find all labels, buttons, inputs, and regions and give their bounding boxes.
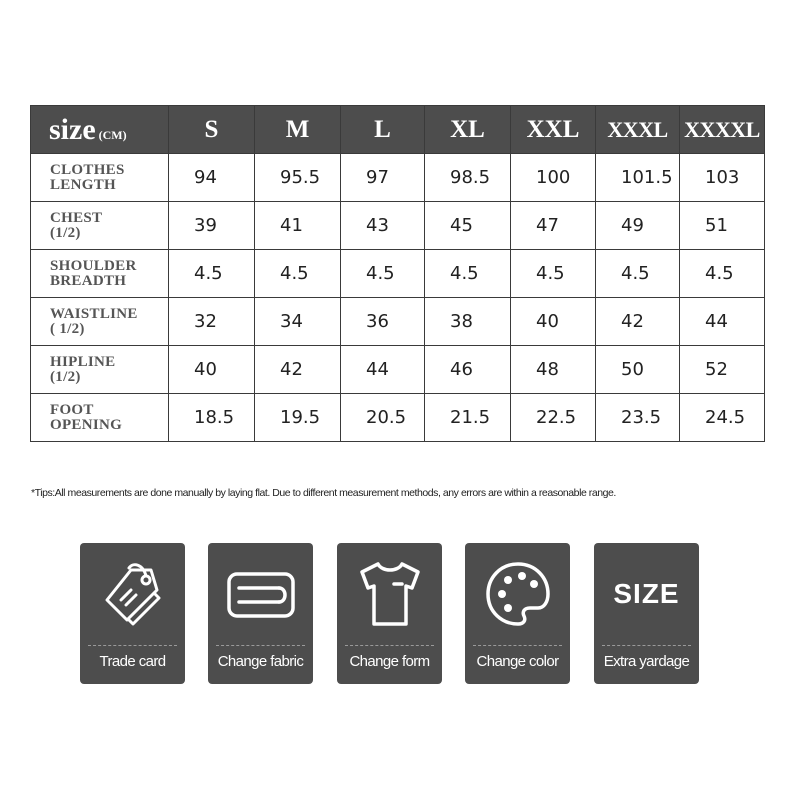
measurement-value: 94 [169,154,255,202]
measurement-value: 101.5 [596,154,680,202]
price-tag-icon [80,553,185,635]
measurement-value: 32 [169,298,255,346]
measurement-value: 18.5 [169,394,255,442]
palette-icon [465,553,570,635]
table-row [31,346,765,394]
card-divider [473,645,562,646]
measurement-value: 4.5 [341,250,425,298]
measurement-label-line1: HIPLINE [50,353,116,370]
table-row [31,298,765,346]
fabric-stack-icon [208,553,313,635]
measurement-value: 44 [680,298,765,346]
measurement-value: 22.5 [511,394,596,442]
tips-note: *Tips:All measurements are done manually by laying flat. Due to different measurement methods, any errors are within a reasonable range. [31,487,616,499]
measurement-value: 103 [680,154,765,202]
card-divider [602,645,691,646]
measurement-label [31,202,169,250]
measurement-value: 41 [255,202,341,250]
measurement-label-line1: CHEST [50,209,103,226]
card-divider [216,645,305,646]
measurement-value: 51 [680,202,765,250]
card-label-change-form: Change form [349,653,430,670]
measurement-value: 4.5 [255,250,341,298]
size-column-header: M [255,106,341,154]
size-column-header: S [169,106,255,154]
measurement-value: 100 [511,154,596,202]
measurement-label-line1: WAISTLINE [50,305,138,322]
change-color-card [465,543,570,684]
size-column-header: XXXL [596,106,680,154]
measurement-value: 50 [596,346,680,394]
measurement-value: 98.5 [425,154,511,202]
table-header-row [31,106,765,154]
size-column-header: XL [425,106,511,154]
measurement-label [31,394,169,442]
measurement-value: 38 [425,298,511,346]
measurement-value: 4.5 [680,250,765,298]
size-text-icon [594,553,699,635]
measurement-value: 45 [425,202,511,250]
trade-card-card [80,543,185,684]
measurement-value: 34 [255,298,341,346]
measurement-label-line1: FOOT [50,401,94,418]
measurement-label [31,250,169,298]
unit-label: (CM) [98,127,127,142]
size-unit-header [31,106,169,154]
measurement-value: 4.5 [596,250,680,298]
measurement-label-line1: CLOTHES [50,161,125,178]
table-row [31,202,765,250]
measurement-value: 97 [341,154,425,202]
measurement-value: 40 [511,298,596,346]
size-chart-table [30,105,765,442]
size-icon-text: SIZE [613,578,680,609]
card-label-trade-card: Trade card [99,653,166,670]
measurement-value: 4.5 [511,250,596,298]
measurement-value: 40 [169,346,255,394]
measurement-value: 42 [596,298,680,346]
measurement-label-line2: OPENING [50,416,123,433]
measurement-value: 24.5 [680,394,765,442]
measurement-label-line2: (1/2) [50,368,81,385]
measurement-value: 21.5 [425,394,511,442]
measurement-label-line2: BREADTH [50,272,127,289]
change-fabric-card [208,543,313,684]
measurement-label-line2: ( 1/2) [50,320,85,337]
measurement-value: 44 [341,346,425,394]
size-heading: size [49,112,96,146]
measurement-value: 4.5 [425,250,511,298]
card-label-extra-yardage: Extra yardage [603,653,690,670]
measurement-value: 39 [169,202,255,250]
size-column-header: XXXXL [680,106,765,154]
measurement-value: 46 [425,346,511,394]
measurement-value: 47 [511,202,596,250]
measurement-value: 43 [341,202,425,250]
card-label-change-color: Change color [476,653,559,670]
extra-yardage-card [594,543,699,684]
change-form-card [337,543,442,684]
measurement-value: 19.5 [255,394,341,442]
measurement-value: 48 [511,346,596,394]
card-divider [345,645,434,646]
table-row [31,250,765,298]
measurement-value: 95.5 [255,154,341,202]
table-row [31,394,765,442]
measurement-label-line2: LENGTH [50,176,116,193]
measurement-value: 4.5 [169,250,255,298]
measurement-value: 42 [255,346,341,394]
table-row [31,154,765,202]
measurement-value: 20.5 [341,394,425,442]
measurement-label-line2: (1/2) [50,224,81,241]
card-divider [88,645,177,646]
measurement-label-line1: SHOULDER [50,257,137,274]
measurement-value: 52 [680,346,765,394]
measurement-value: 36 [341,298,425,346]
measurement-label [31,298,169,346]
measurement-value: 49 [596,202,680,250]
measurement-label [31,346,169,394]
size-column-header: XXL [511,106,596,154]
size-column-header: L [341,106,425,154]
tshirt-icon [337,553,442,635]
measurement-label [31,154,169,202]
measurement-value: 23.5 [596,394,680,442]
card-label-change-fabric: Change fabric [217,653,304,670]
